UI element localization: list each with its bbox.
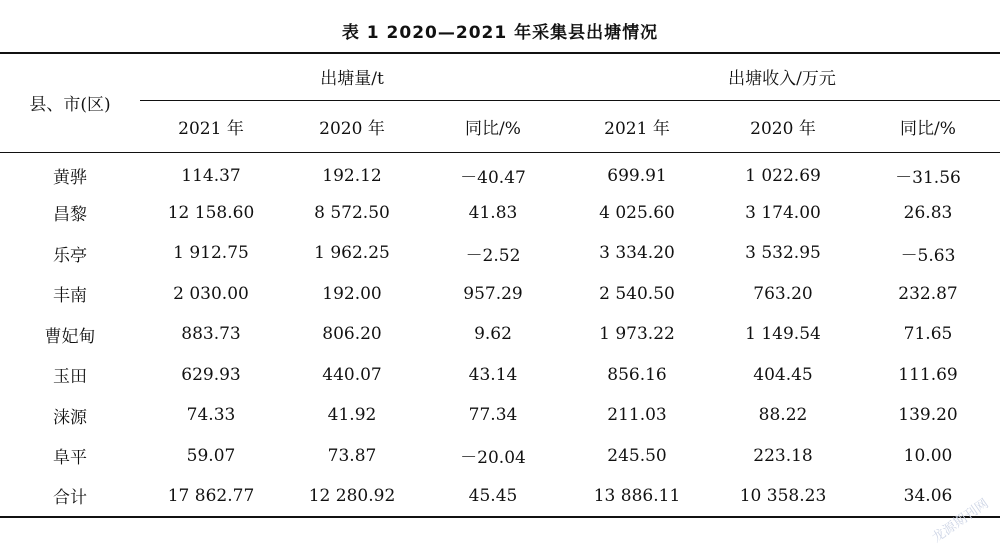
value-cell: 2 030.00 — [173, 283, 249, 304]
value-cell: 77.34 — [468, 405, 518, 426]
value-cell: －31.56 — [895, 168, 961, 188]
table-row — [0, 274, 1000, 315]
value-cell: 806.20 — [322, 324, 382, 345]
value-cell: －40.47 — [460, 168, 526, 188]
subheader-cell: 2021 年 — [178, 118, 244, 139]
value-cell: 88.22 — [758, 405, 808, 426]
subheader-cell: 2020 年 — [750, 118, 816, 139]
value-cell: 10.00 — [903, 445, 953, 466]
header-volume-group: 出塘量/t — [140, 53, 564, 100]
region-cell: 玉田 — [53, 367, 87, 388]
value-cell: 9.62 — [474, 324, 512, 345]
value-cell: 74.33 — [186, 405, 236, 426]
value-cell: 3 334.20 — [599, 243, 675, 264]
value-cell: 41.92 — [327, 405, 377, 426]
value-cell: 10 358.23 — [739, 485, 827, 506]
region-cell: 昌黎 — [53, 205, 87, 226]
header-income-group: 出塘收入/万元 — [564, 53, 1000, 100]
value-cell: 43.14 — [468, 364, 518, 385]
value-cell: －5.63 — [900, 245, 956, 266]
header-region: 县、市(区) — [0, 53, 140, 152]
value-cell: 440.07 — [322, 364, 382, 385]
value-cell: 699.91 — [607, 165, 667, 186]
value-cell: 763.20 — [753, 283, 813, 304]
table-row — [0, 193, 1000, 234]
table-row — [0, 314, 1000, 355]
value-cell: 883.73 — [181, 324, 241, 345]
value-cell: 211.03 — [607, 405, 667, 426]
table-row — [0, 476, 1000, 517]
value-cell: 34.06 — [903, 485, 953, 506]
value-cell: 232.87 — [898, 283, 958, 304]
value-cell: －2.52 — [465, 245, 521, 266]
value-cell: 114.37 — [181, 165, 241, 186]
region-cell: 乐亭 — [53, 245, 87, 266]
value-cell: 41.83 — [468, 202, 518, 223]
value-cell: 1 973.22 — [599, 324, 675, 345]
value-cell: 8 572.50 — [314, 202, 390, 223]
region-cell: 涞源 — [53, 407, 87, 428]
table-row — [0, 436, 1000, 477]
value-cell: 1 149.54 — [745, 324, 821, 345]
watermark: 龙源期刊网 — [929, 496, 992, 546]
value-cell: 1 022.69 — [745, 165, 821, 186]
value-cell: －20.04 — [460, 448, 526, 469]
region-cell: 曹妃甸 — [44, 326, 96, 347]
value-cell: 957.29 — [463, 283, 523, 304]
value-cell: 1 962.25 — [314, 243, 390, 264]
value-cell: 856.16 — [607, 364, 667, 385]
subheader-cell: 同比/% — [465, 118, 521, 139]
table-row — [0, 233, 1000, 274]
subheader-cell: 同比/% — [900, 118, 956, 139]
value-cell: 12 280.92 — [308, 485, 396, 506]
value-cell: 73.87 — [327, 445, 377, 466]
region-cell: 黄骅 — [53, 168, 87, 188]
region-cell: 丰南 — [53, 286, 87, 307]
subheader-cell: 2021 年 — [604, 118, 670, 139]
value-cell: 3 532.95 — [745, 243, 821, 264]
value-cell: 71.65 — [903, 324, 953, 345]
value-cell: 45.45 — [468, 485, 518, 506]
value-cell: 139.20 — [898, 405, 958, 426]
value-cell: 26.83 — [903, 202, 953, 223]
value-cell: 192.00 — [322, 283, 382, 304]
value-cell: 2 540.50 — [599, 283, 675, 304]
subheader-cell: 2020 年 — [319, 118, 385, 139]
value-cell: 3 174.00 — [745, 202, 821, 223]
table-title: 表 1 2020—2021 年采集县出塘情况 — [341, 23, 659, 43]
value-cell: 404.45 — [753, 364, 813, 385]
value-cell: 59.07 — [186, 445, 236, 466]
table-body — [0, 152, 1000, 517]
value-cell: 4 025.60 — [599, 202, 675, 223]
value-cell: 111.69 — [898, 364, 958, 385]
region-cell: 合计 — [53, 488, 87, 509]
table-row — [0, 152, 1000, 193]
table-row — [0, 355, 1000, 396]
value-cell: 192.12 — [322, 165, 382, 186]
value-cell: 17 862.77 — [167, 485, 255, 506]
value-cell: 12 158.60 — [167, 202, 255, 223]
value-cell: 1 912.75 — [173, 243, 249, 264]
region-cell: 阜平 — [53, 448, 87, 469]
value-cell: 223.18 — [753, 445, 813, 466]
value-cell: 13 886.11 — [593, 485, 681, 506]
data-table — [0, 52, 1000, 518]
value-cell: 245.50 — [607, 445, 667, 466]
value-cell: 629.93 — [181, 364, 241, 385]
table-row — [0, 395, 1000, 436]
